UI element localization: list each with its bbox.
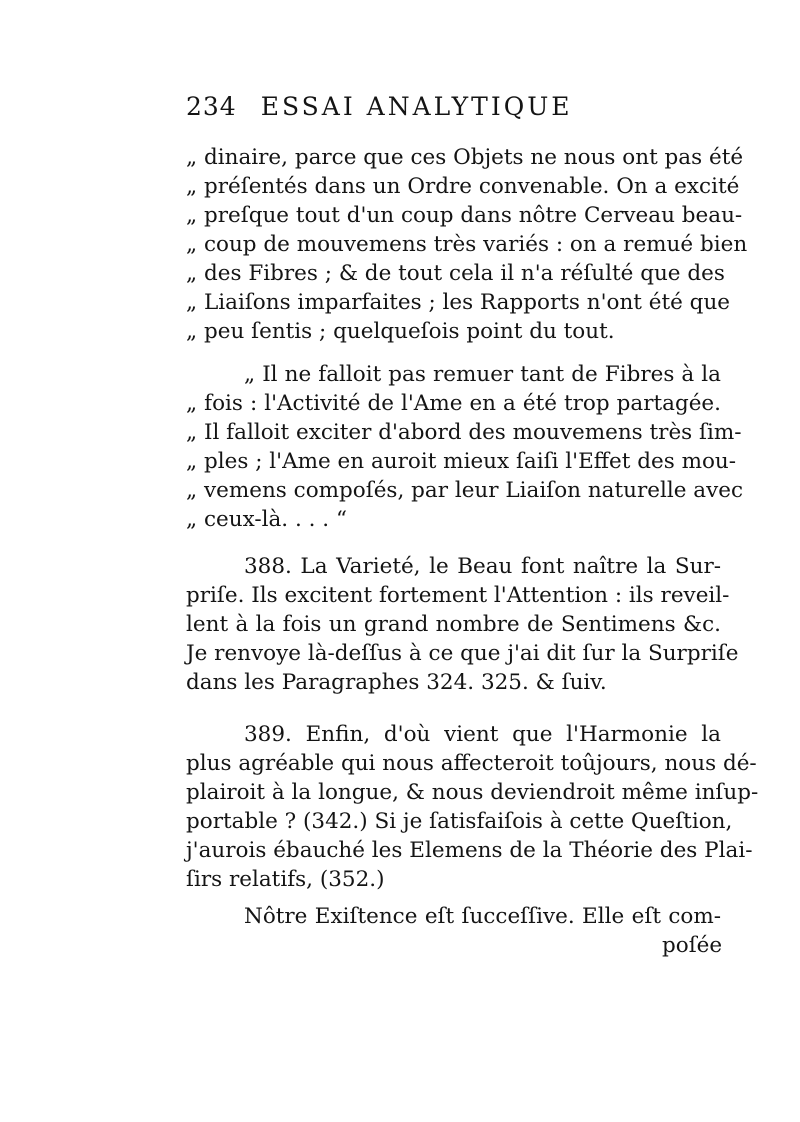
running-header xyxy=(186,92,573,121)
text-line: „ dinaire, parce que ces Objets ne nous ont pas été xyxy=(186,145,744,170)
text-line: plus agréable qui nous affecteroit toûjours, nous dé- xyxy=(186,751,757,776)
text-line: Je renvoye là-deſſus à ce que j'ai dit ſur la Surpriſe xyxy=(186,641,739,666)
text-line: lent à la fois un grand nombre de Sentimens &c. xyxy=(186,612,721,637)
text-line: „ coup de mouvemens très variés : on a remué bien xyxy=(186,232,748,257)
text-line: „ des Fibres ; & de tout cela il n'a réſulté que des xyxy=(186,261,725,286)
text-line: „ Liaiſons imparfaites ; les Rapports n'ont été que xyxy=(186,290,731,315)
text-line: „ ceux-là. . . . “ xyxy=(186,507,347,532)
text-line: „ Il falloit exciter d'abord des mouvemens très ſim- xyxy=(186,420,742,445)
text-line: plairoit à la longue, & nous deviendroit même inſup- xyxy=(186,780,759,805)
running-title: ESSAI ANALYTIQUE xyxy=(260,92,573,121)
paragraph-388-start: 388. La Varieté, le Beau font naître la Sur- xyxy=(244,554,721,579)
text-line: Nôtre Exiſtence eſt ſucceſſive. Elle eſt com- xyxy=(244,904,721,929)
text-line: „ fois : l'Activité de l'Ame en a été trop partagée. xyxy=(186,391,721,416)
text-line: dans les Paragraphes 324. 325. & ſuiv. xyxy=(186,670,607,695)
text-line: ſirs relatifs, (352.) xyxy=(186,867,385,892)
text-line: j'aurois ébauché les Elemens de la Théorie des Plai- xyxy=(186,838,753,863)
paragraph-389-start: 389. Enfin, d'où vient que l'Harmonie la xyxy=(244,722,721,747)
text-line: „ préſentés dans un Ordre convenable. On a excité xyxy=(186,174,740,199)
text-line: portable ? (342.) Si je ſatisfaiſois à cette Queſtion, xyxy=(186,809,733,834)
text-line: „ preſque tout d'un coup dans nôtre Cerveau beau- xyxy=(186,203,743,228)
text-line: „ Il ne falloit pas remuer tant de Fibres à la xyxy=(244,362,721,387)
text-line: „ vemens compoſés, par leur Liaiſon naturelle avec xyxy=(186,478,744,503)
page-number: 234 xyxy=(186,92,237,121)
text-line: „ ples ; l'Ame en auroit mieux ſaiſi l'Effet des mou- xyxy=(186,449,737,474)
text-line: priſe. Ils excitent fortement l'Attention : ils reveil- xyxy=(186,583,730,608)
catchword: poſée xyxy=(662,933,723,958)
text-line: „ peu ſentis ; quelqueſois point du tout. xyxy=(186,319,615,344)
